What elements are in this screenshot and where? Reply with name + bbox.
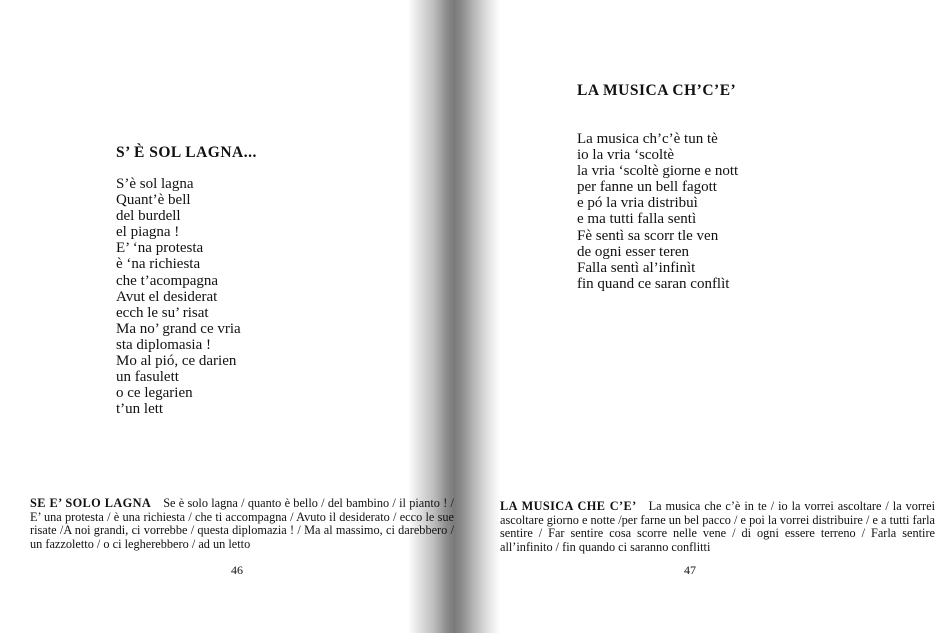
poem-line: Falla sentì al’infinìt [577,259,696,276]
poem-line: del burdell [116,208,181,225]
poem-line: è ‘na richiesta [116,256,201,273]
poem-title: S’ È SOL LAGNA... [116,144,257,161]
left-page [0,0,454,633]
translation-title: LA MUSICA CHE C’E’ [500,499,637,513]
poem-line: e pó la vria distribuì [577,195,698,212]
poem-title: LA MUSICA CH’C’E’ [577,82,737,99]
poem-line: Mo al pió, ce darien [116,353,237,370]
poem-line: un fasulett [116,369,179,386]
poem-line: de ogni esser teren [577,243,690,260]
poem-line: el piagna ! [116,224,180,241]
page-number: 46 [231,563,243,577]
poem-line: io la vria ‘scoltè [577,147,675,164]
poem-line: fin quand ce saran conflìt [577,275,730,292]
poem-line: Fè sentì sa scorr tle ven [577,227,719,244]
page-number: 47 [684,563,696,577]
translation-text: Se è solo lagna / quanto è bello / del bambino / il pianto ! / E’ una protesta / è una richiesta / che ti accompagna / Avuto il desiderato / ecco le sue risate /A noi grandi, ci vorrebbe / questa diplomazia ! / Ma al massimo, ci darebbero / un fazzoletto / o ci legherebbero / ad un letto [30,496,454,551]
poem-line: la vria ‘scoltè giorne e nott [577,163,739,180]
translation-title: SE E’ SOLO LAGNA [30,496,152,510]
translation-text: La musica che c’è in te / io la vorrei ascoltare / la vorrei ascoltare giorno e notte /per farne un bel pacco / e poi la vorrei distribuire / e a tutti farla sentire / Far sentire cosa scorre nelle vene / di ogni essere terreno / Farla sentire all’infinito / fin quando ci saranno conflitti [500,499,935,554]
poem-line: t’un lett [116,401,164,418]
poem-line: Quant’è bell [116,192,191,209]
poem-lines [577,131,738,292]
poem-line: che t’acompagna [116,272,219,289]
right-page [488,0,945,633]
poem-line: ecch le su’ risat [116,304,209,321]
poem-line: o ce legarien [116,385,193,402]
poem-line: e ma tutti falla sentì [577,211,697,228]
translation-block [30,497,454,551]
poem-line: E’ ‘na protesta [116,240,204,257]
poem-line: sta diplomasia ! [116,336,211,353]
poem-line: per fanne un bell fagott [577,179,717,196]
poem-line: Ma no’ grand ce vria [116,320,241,337]
poem-line: La musica ch’c’è tun tè [577,131,718,147]
translation-block [500,500,935,554]
poem-line: Avut el desiderat [116,288,218,305]
poem-lines [116,176,241,417]
poem-line: S’è sol lagna [116,176,194,192]
